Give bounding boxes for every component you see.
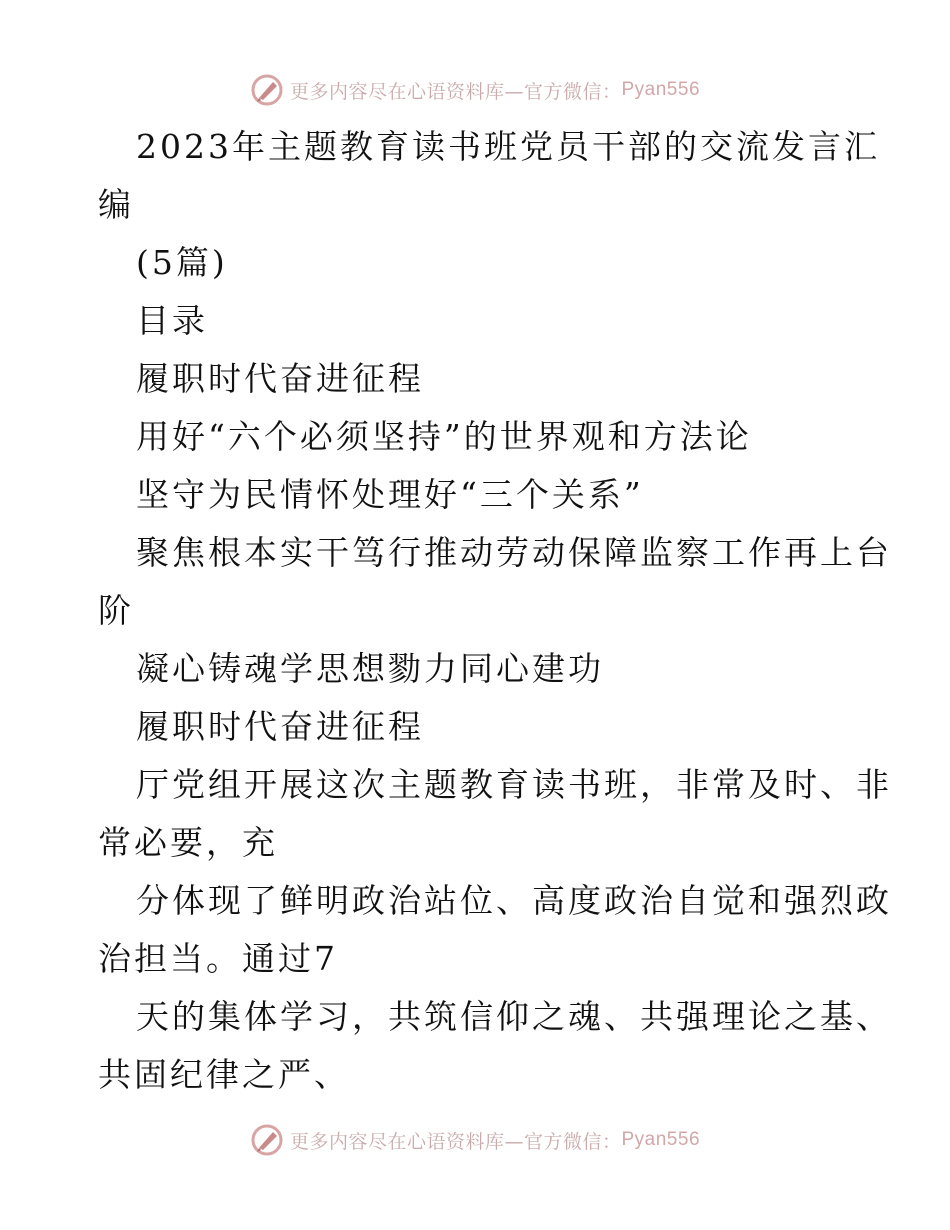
body-paragraph-line: 分体现了鲜明政治站位、高度政治自觉和强烈政 (136, 881, 892, 920)
toc-heading: 目录 (136, 301, 208, 340)
title-line-2: 编 (98, 185, 134, 224)
toc-item: 履职时代奋进征程 (136, 359, 424, 398)
toc-item: 坚守为民情怀处理好“三个关系” (136, 475, 644, 514)
toc-item: 凝心铸魂学思想勠力同心建功 (136, 649, 604, 688)
watermark-id: Pyan556 (621, 1129, 701, 1150)
watermark-id: Pyan556 (621, 79, 701, 100)
watermark-header (0, 68, 950, 112)
toc-item: 用好“六个必须坚持”的世界观和方法论 (136, 417, 752, 456)
body-paragraph-line: 共固纪律之严、 (98, 1055, 350, 1094)
title-line-1: 2023年主题教育读书班党员干部的交流发言汇 (136, 127, 880, 166)
toc-item: 聚焦根本实干笃行推动劳动保障监察工作再上台 (136, 533, 892, 572)
pen-logo-icon (250, 73, 284, 107)
body-paragraph-line: 天的集体学习，共筑信仰之魂、共强理论之基、 (136, 997, 892, 1036)
section-heading: 履职时代奋进征程 (136, 707, 424, 746)
body-paragraph-line: 厅党组开展这次主题教育读书班，非常及时、非 (136, 765, 892, 804)
article-count: (5篇) (136, 243, 228, 282)
toc-item-continuation: 阶 (98, 591, 134, 630)
watermark-footer (0, 1118, 950, 1162)
document-body (98, 118, 892, 1104)
body-paragraph-line: 治担当。通过7 (98, 939, 338, 978)
body-paragraph-line: 常必要，充 (98, 823, 278, 862)
watermark-text: 更多内容尽在心语资料库—官方微信： (289, 80, 622, 103)
pen-logo-icon (250, 1123, 284, 1157)
watermark-text: 更多内容尽在心语资料库—官方微信： (289, 1130, 622, 1153)
